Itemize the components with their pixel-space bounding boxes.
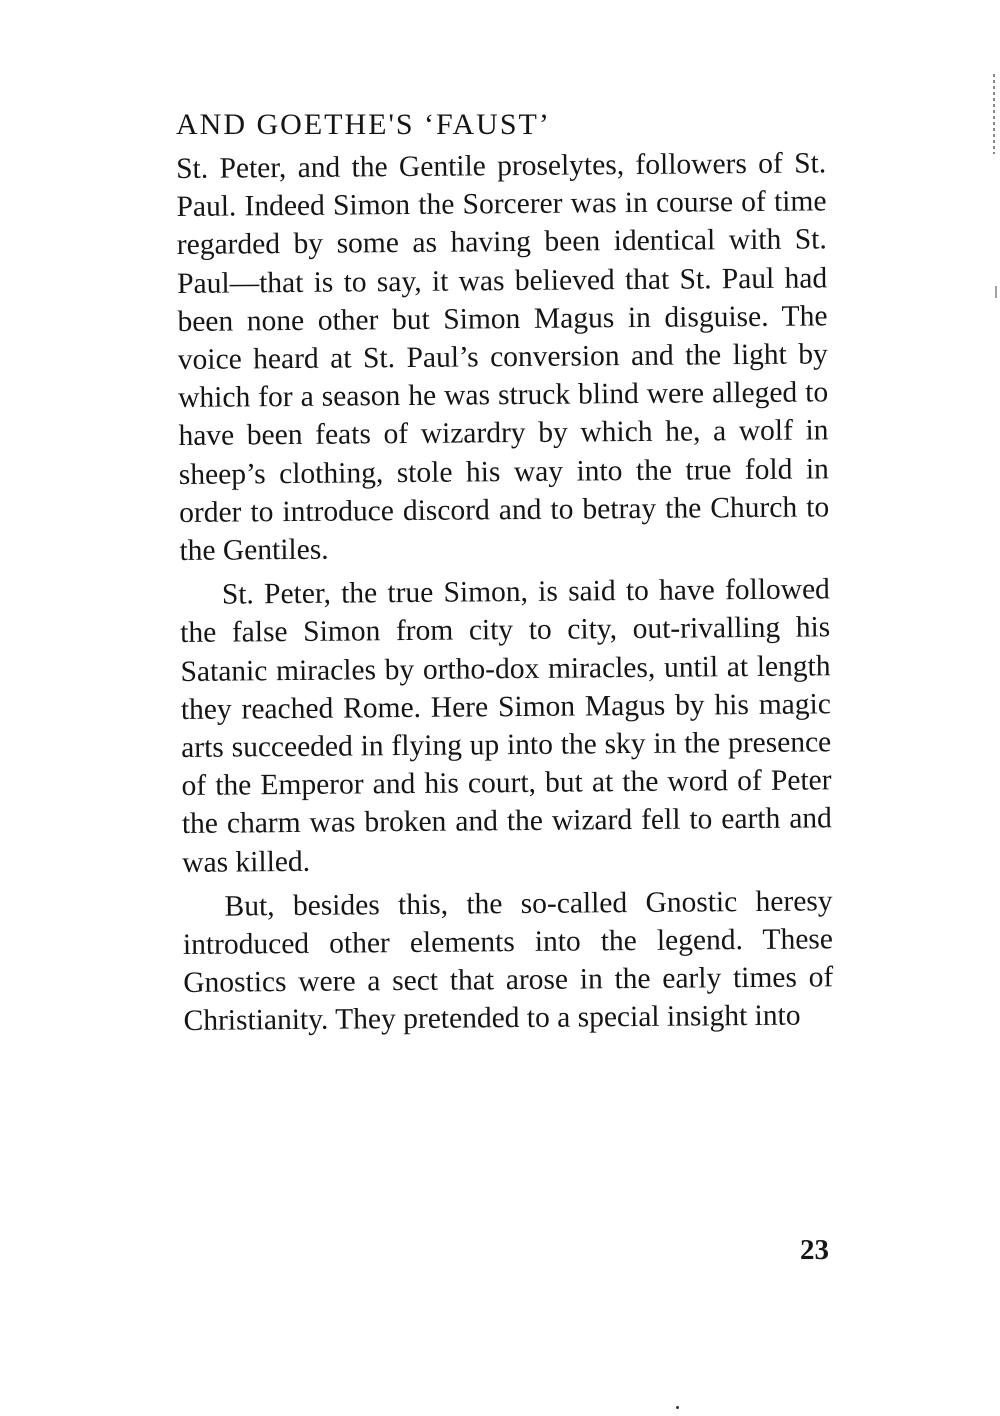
scan-artifact — [993, 74, 995, 154]
body-text — [176, 144, 834, 1040]
paragraph: St. Peter, and the Gentile proselytes, followers of St. Paul. Indeed Simon the Sorcerer was in course of time regarded by some as having been identical with St. Paul—that is to say, it was believed that St. Paul had been none other but Simon Magus in disguise. The voice heard at St. Paul’s conversion and the light by which for a season he was struck blind were alleged to have been feats of wizardry by which he, a wolf in sheep’s clothing, stole his way into the true fold in order to introduce discord and to betray the Church to the Gentiles. — [176, 147, 830, 568]
page-number: 23 — [800, 1234, 829, 1266]
running-head: AND GOETHE'S ‘FAUST’ — [176, 108, 551, 141]
scan-artifact — [995, 286, 997, 298]
paragraph: St. Peter, the true Simon, is said to have followed the false Simon from city to city, out-rivalling his Satanic miracles by ortho-dox miracles, until at length they reached Rome. Here Simon Magus by his magic arts succeeded in flying up into the sky in the presence of the Emperor and his court, but at the word of Peter the charm was broken and the wizard fell to earth and was killed. — [180, 573, 833, 879]
scan-artifact — [676, 1406, 679, 1409]
paragraph: But, besides this, the so-called Gnostic heresy introduced other elements into the legend. These Gnostics were a sect that arose in the early times of Christianity. They pretended to a special insight into — [182, 885, 834, 1038]
